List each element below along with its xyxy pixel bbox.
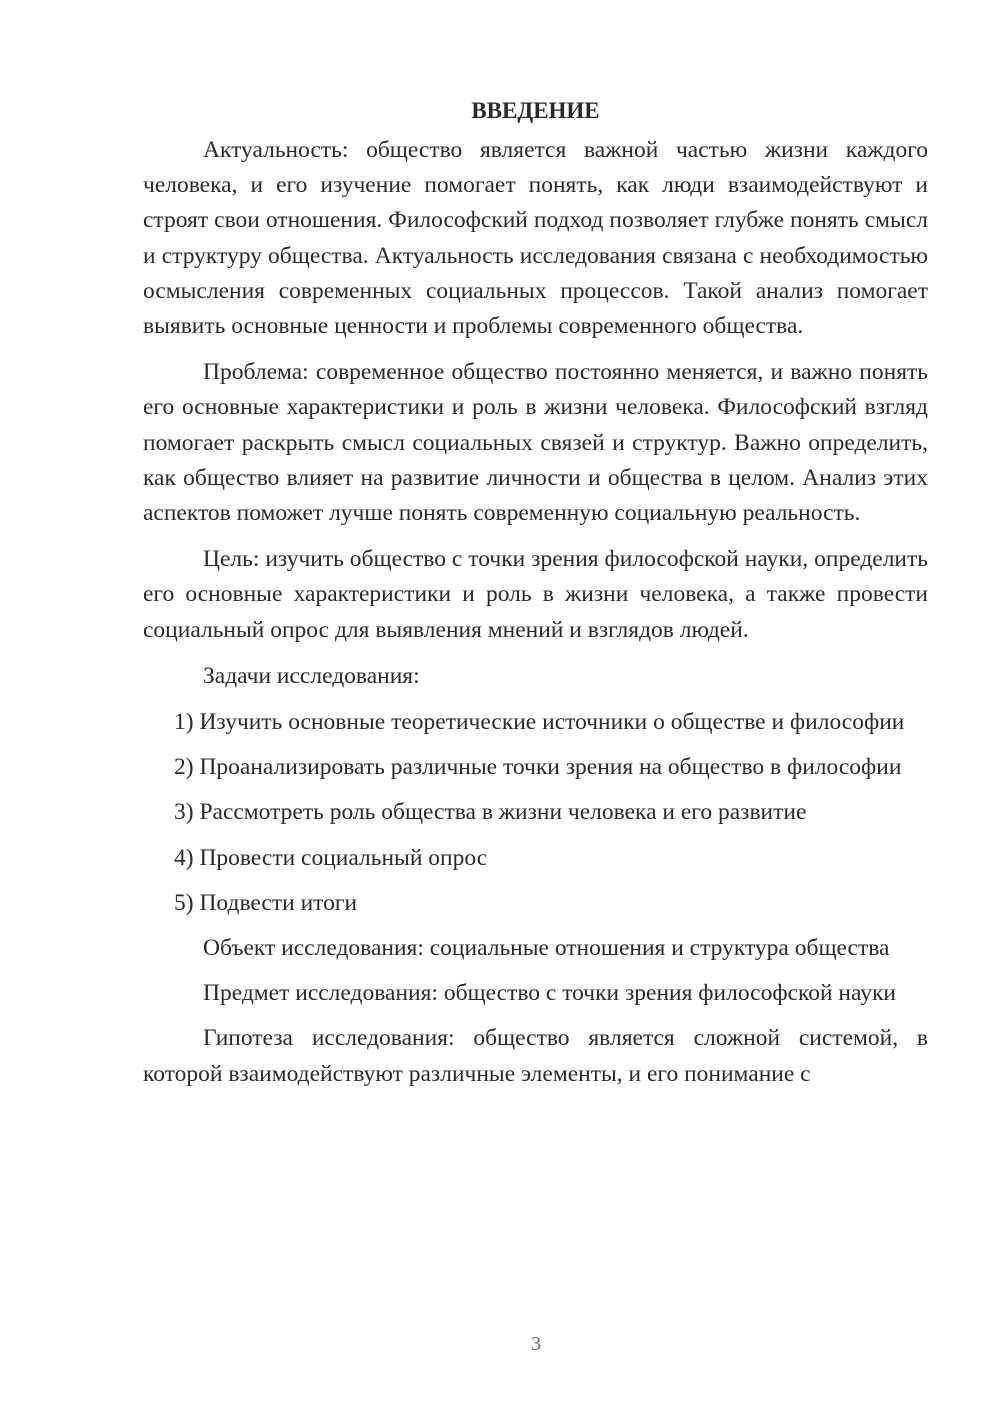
page-content (143, 93, 928, 1102)
hypothesis-paragraph: Гипотеза исследования: общество является сложной системой, в которой взаимодействуют различные элементы, и его понимание с (143, 1025, 928, 1087)
goal-paragraph: Цель: изучить общество с точки зрения философской науки, определить его основные характеристики и роль в жизни человека, а также провести социальный опрос для выявления мнений и взглядов людей. (143, 546, 928, 643)
object-paragraph: Объект исследования: социальные отношения и структура общества (203, 935, 890, 962)
task-item: 2) Проанализировать различные точки зрения на общество в философии (174, 754, 902, 781)
task-item: 4) Провести социальный опрос (174, 844, 488, 871)
page-number: 3 (531, 1333, 541, 1355)
task-item: 1) Изучить основные теоретические источники о обществе и философии (174, 709, 905, 736)
task-item: 3) Рассмотреть роль общества в жизни человека и его развитие (174, 799, 807, 826)
tasks-list (143, 705, 928, 921)
subject-paragraph: Предмет исследования: общество с точки зрения философской науки (203, 980, 896, 1007)
section-title: ВВЕДЕНИЕ (471, 98, 600, 123)
tasks-heading: Задачи исследования: (203, 662, 420, 689)
problem-paragraph: Проблема: современное общество постоянно меняется, и важно понять его основные характеристики и роль в жизни человека. Философский взгляд помогает раскрыть смысл социальных связей и структур. Важно определить, как общество влияет на развитие личности и общества в целом. Анализ этих аспектов поможет лучше понять современную социальную реальность. (143, 359, 928, 527)
relevance-paragraph: Актуальность: общество является важной частью жизни каждого человека, и его изучение помогает понять, как люди взаимодействуют и строят свои отношения. Философский подход позволяет глубже понять смысл и структуру общества. Актуальность исследования связана с необходимостью осмысления современных социальных процессов. Такой анализ помогает выявить основные ценности и проблемы современного общества. (143, 137, 928, 340)
task-item: 5) Подвести итоги (174, 889, 358, 916)
